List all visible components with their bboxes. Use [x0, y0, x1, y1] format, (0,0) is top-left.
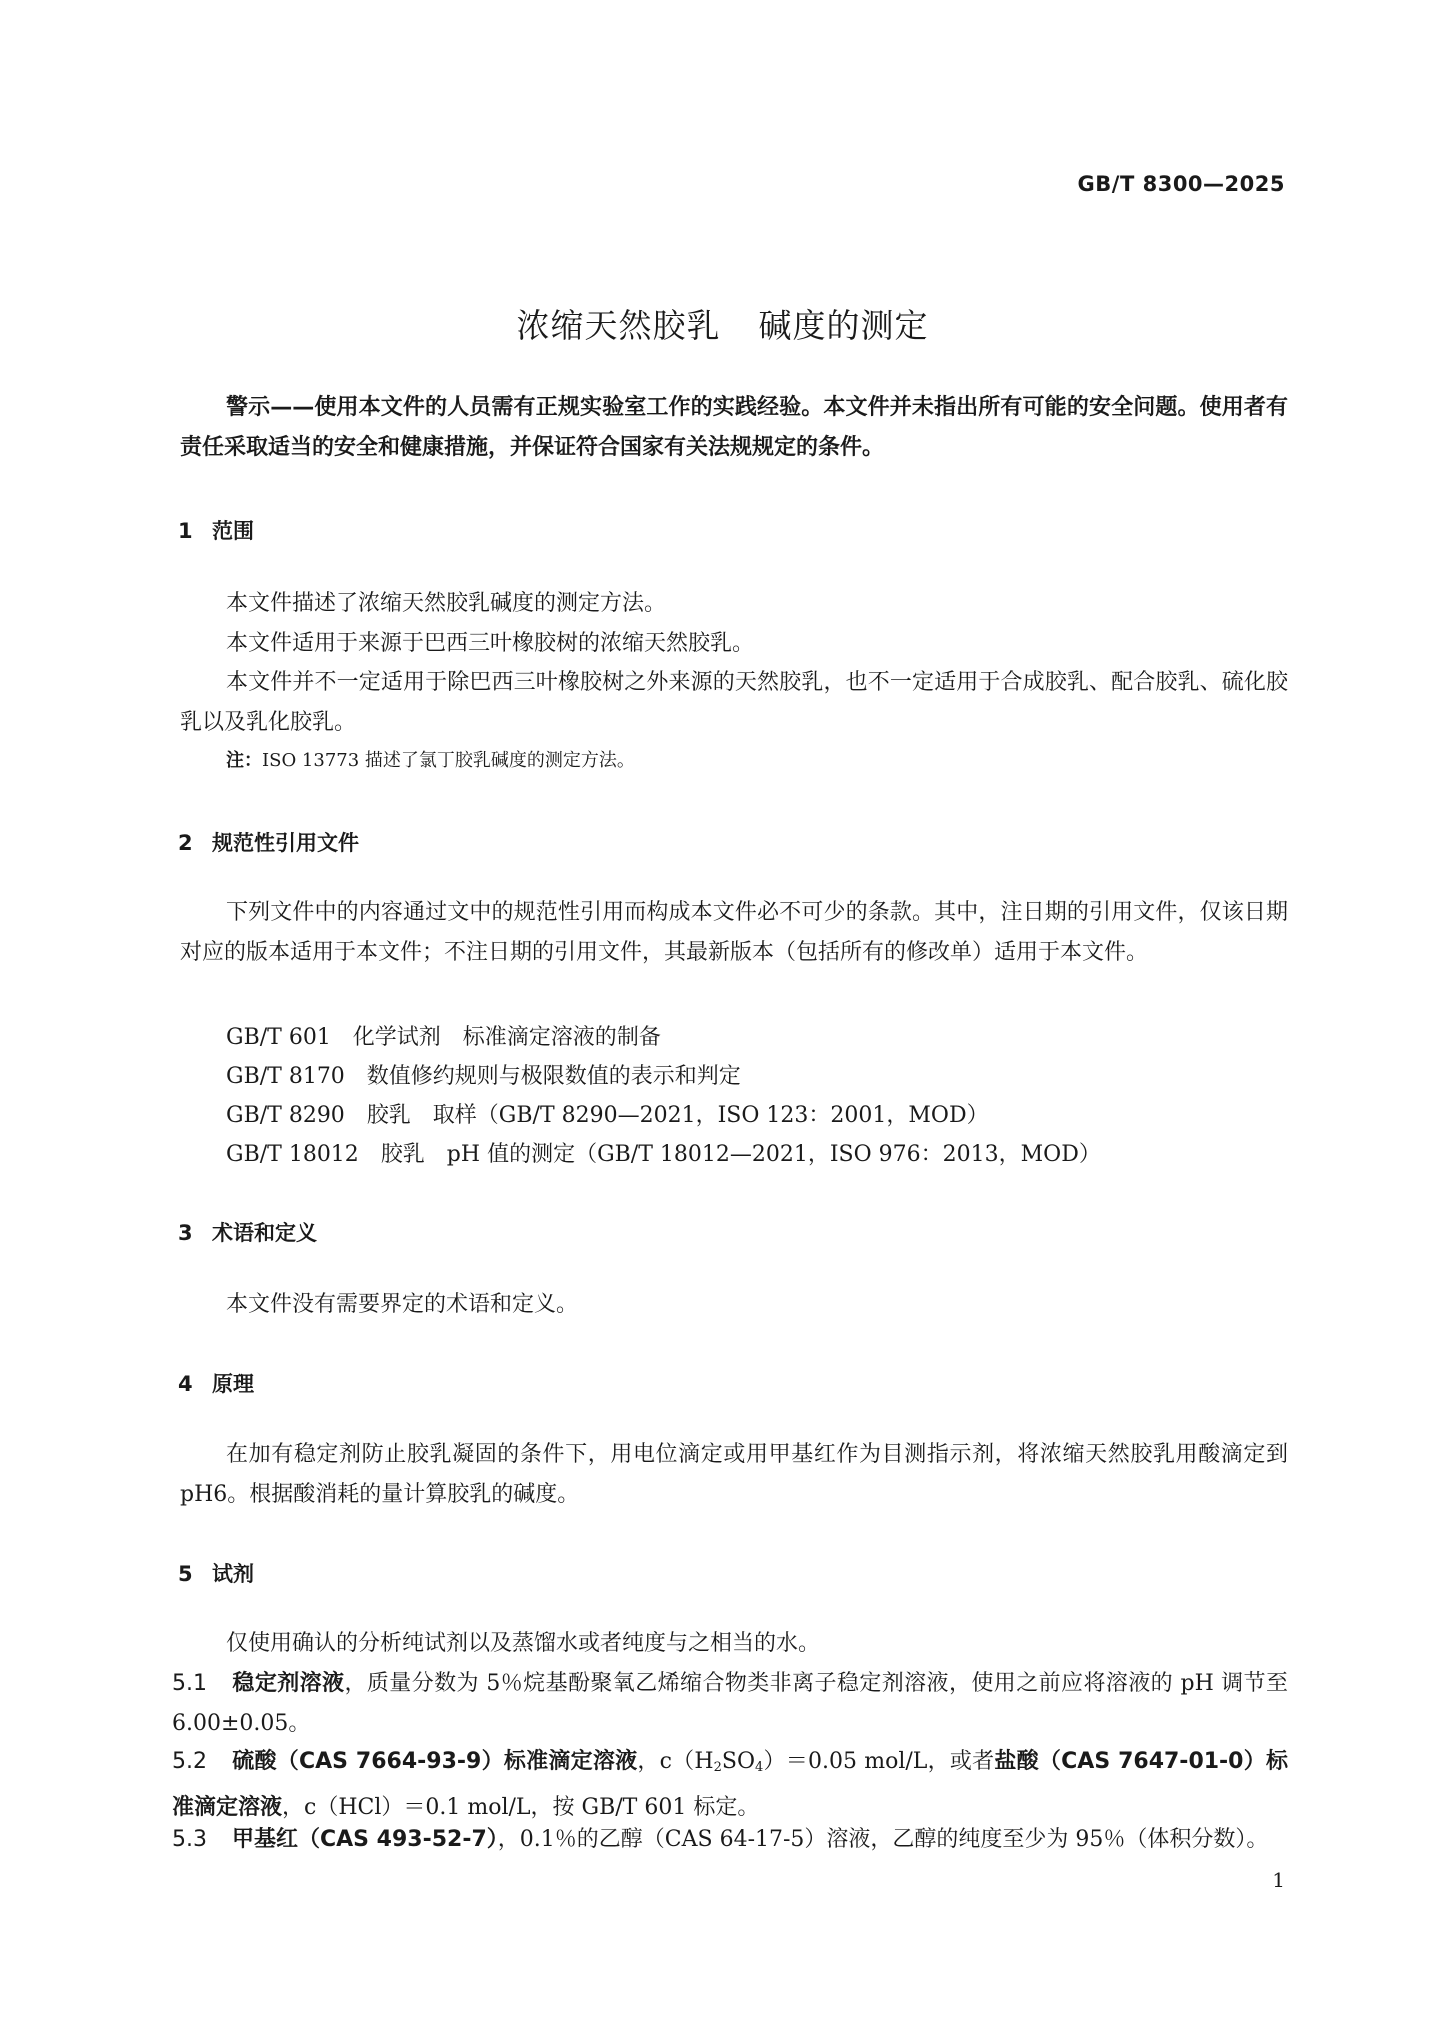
- clause-text: ，0.1％的乙醇（CAS 64-17-5）溶液，乙醇的纯度至少为 95％（体积分数）。: [497, 1827, 1269, 1852]
- clause-number: 5.2: [172, 1749, 207, 1774]
- section-2-heading: [178, 827, 359, 857]
- clause-number: 5.3: [172, 1827, 207, 1852]
- reference-item: GB/T 8170 数值修约规则与极限数值的表示和判定: [226, 1064, 741, 1089]
- section-5-heading: [178, 1558, 254, 1588]
- reference-item: GB/T 8290 胶乳 取样（GB/T 8290—2021，ISO 123：2001，MOD）: [226, 1103, 989, 1128]
- section-3-paragraph-1: 本文件没有需要界定的术语和定义。: [226, 1292, 579, 1317]
- section-4-paragraph-1: 在加有稳定剂防止胶乳凝固的条件下，用电位滴定或用甲基红作为目测指示剂，将浓缩天然胶乳用酸滴定到 pH6。根据酸消耗的量计算胶乳的碱度。: [180, 1442, 1288, 1507]
- section-title: 范围: [212, 519, 254, 543]
- section-1-heading: [178, 515, 254, 545]
- title-part-1: 浓缩天然胶乳: [516, 306, 721, 345]
- section-title: 试剂: [212, 1562, 254, 1586]
- section-2-paragraph-1: 下列文件中的内容通过文中的规范性引用而构成本文件必不可少的条款。其中，注日期的引用文件，仅该日期对应的版本适用于本文件；不注日期的引用文件，其最新版本（包括所有的修改单）适用于本文件。: [180, 900, 1288, 965]
- section-number: 5: [178, 1562, 193, 1586]
- clause-term: 盐酸（CAS 7647-01-0）标准滴定溶液: [172, 1749, 1288, 1820]
- section-5-paragraph-1: 仅使用确认的分析纯试剂以及蒸馏水或者纯度与之相当的水。: [226, 1631, 821, 1656]
- reference-item: GB/T 18012 胶乳 pH 值的测定（GB/T 18012—2021，ISO 976：2013，MOD）: [226, 1142, 1101, 1167]
- note-label: 注：: [226, 750, 262, 771]
- clause-text: ）＝0.05 mol/L，或者: [763, 1749, 995, 1774]
- subscript: 4: [754, 1760, 764, 1775]
- title-part-2: 碱度的测定: [758, 306, 929, 345]
- clause-term: 硫酸（CAS 7664-93-9）标准滴定溶液: [232, 1749, 638, 1774]
- clause-5-1: [172, 1664, 1288, 1743]
- clause-term: 稳定剂溶液: [232, 1671, 345, 1696]
- warning-paragraph: 警示——使用本文件的人员需有正规实验室工作的实践经验。本文件并未指出所有可能的安全问题。使用者有责任采取适当的安全和健康措施，并保证符合国家有关法规规定的条件。: [180, 395, 1288, 460]
- section-number: 1: [178, 519, 193, 543]
- subscript: 2: [713, 1760, 722, 1775]
- clause-number: 5.1: [172, 1671, 207, 1696]
- section-number: 2: [178, 831, 193, 855]
- clause-5-3: [172, 1820, 1288, 1860]
- page-number: 1: [1272, 1868, 1285, 1892]
- section-1-note: [226, 746, 635, 772]
- section-1-paragraph-1: 本文件描述了浓缩天然胶乳碱度的测定方法。: [226, 591, 667, 616]
- section-number: 3: [178, 1221, 193, 1245]
- section-4-heading: [178, 1368, 254, 1398]
- section-number: 4: [178, 1372, 193, 1396]
- section-title: 原理: [212, 1372, 254, 1396]
- document-code: GB/T 8300—2025: [1077, 172, 1285, 196]
- section-title: 规范性引用文件: [212, 831, 359, 855]
- reference-item: GB/T 601 化学试剂 标准滴定溶液的制备: [226, 1025, 661, 1050]
- clause-text: ，c（HCl）＝0.1 mol/L，按 GB/T 601 标定。: [282, 1794, 760, 1820]
- section-1-paragraph-3: 本文件并不一定适用于除巴西三叶橡胶树之外来源的天然胶乳，也不一定适用于合成胶乳、配合胶乳、硫化胶乳以及乳化胶乳。: [180, 670, 1288, 735]
- clause-text: SO: [721, 1749, 755, 1774]
- clause-5-2: [172, 1742, 1288, 1827]
- clause-text: ，质量分数为 5％烷基酚聚氧乙烯缩合物类非离子稳定剂溶液，使用之前应将溶液的 pH 调节至 6.00±0.05。: [172, 1671, 1288, 1736]
- note-text: ISO 13773 描述了氯丁胶乳碱度的测定方法。: [262, 750, 635, 771]
- clause-term: 甲基红（CAS 493-52-7）: [232, 1827, 498, 1852]
- section-1-paragraph-2: 本文件适用于来源于巴西三叶橡胶树的浓缩天然胶乳。: [226, 631, 755, 656]
- document-title: [0, 300, 1445, 347]
- section-title: 术语和定义: [212, 1221, 317, 1245]
- clause-text: ，c（H: [637, 1749, 714, 1774]
- section-3-heading: [178, 1217, 317, 1247]
